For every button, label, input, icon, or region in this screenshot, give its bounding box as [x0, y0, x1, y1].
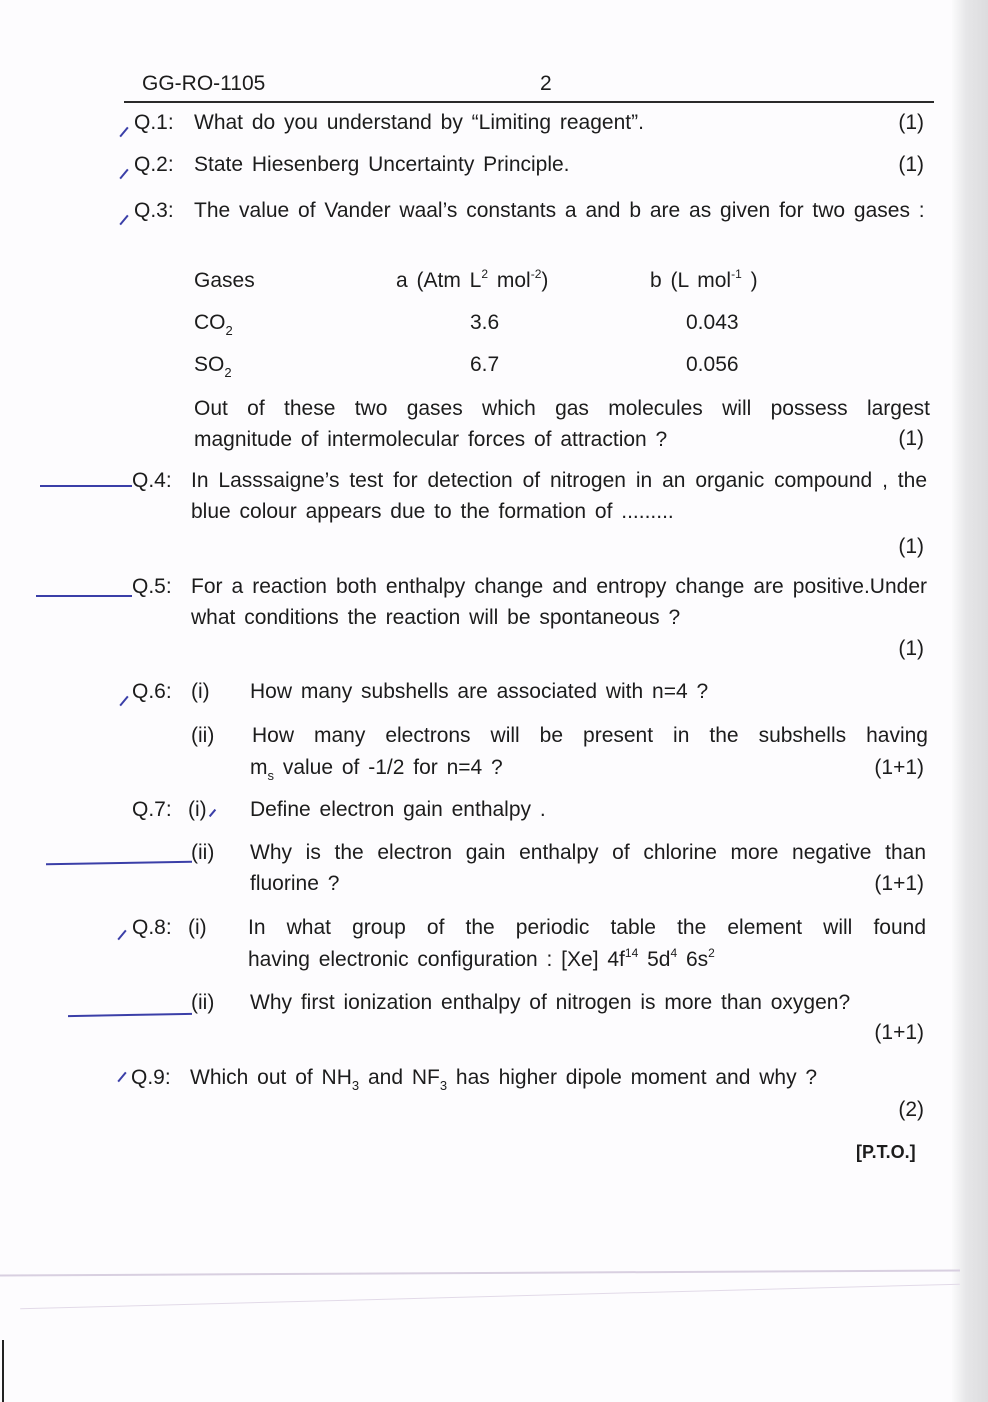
question-marks: (2): [898, 1098, 924, 1121]
header-rule: [124, 101, 934, 103]
question-8: [0, 912, 988, 1052]
part-text: Define electron gain enthalpy .: [250, 798, 546, 821]
question-number: Q.1:: [134, 111, 174, 134]
question-number: Q.9:: [131, 1066, 171, 1089]
page-number: 2: [540, 72, 552, 95]
pen-margin-line: [68, 1013, 192, 1017]
question-marks: (1): [898, 111, 924, 134]
question-number: Q.5:: [132, 575, 172, 598]
question-followup: Out of these two gases which gas molecules will possess largest magnitude of intermolecular forces of attraction ?: [194, 397, 930, 451]
pen-margin-line: [46, 861, 192, 866]
part-text: Why is the electron gain enthalpy of chlorine more negative than fluorine ?: [250, 841, 926, 895]
part-label: (ii): [191, 841, 215, 864]
question-text: In Lasssaigne’s test for detection of nitrogen in an organic compound , the blue colour appears due to the formation of .........: [191, 469, 927, 523]
question-3: [0, 195, 988, 465]
table-row-so2-b: 0.056: [686, 353, 739, 376]
table-row-so2-gas: $SO_2$: [194, 353, 232, 380]
question-number: Q.4:: [132, 469, 172, 492]
part-label: (i): [188, 798, 207, 821]
part-text: Why first ionization enthalpy of nitrogen is more than oxygen?: [250, 991, 851, 1014]
question-marks: (1): [898, 427, 924, 450]
question-number: Q.7:: [132, 798, 172, 821]
part-label: (ii): [191, 991, 215, 1014]
table-header-gases: Gases: [194, 269, 255, 292]
pen-tick-mark: [119, 169, 128, 179]
question-number: Q.2:: [134, 153, 174, 176]
question-marks: (1): [898, 637, 924, 660]
question-marks: (1): [898, 153, 924, 176]
question-marks: (1): [898, 535, 924, 558]
table-row-co2-b: 0.043: [686, 311, 739, 334]
question-text: The value of Vander waal’s constants a and b are as given for two gases :: [194, 199, 925, 222]
pen-margin-line: [40, 485, 132, 487]
question-text: What do you understand by “Limiting reagent”.: [194, 111, 644, 134]
question-text: For a reaction both enthalpy change and entropy change are positive.Under what conditions the reaction will be spontaneous ?: [191, 575, 927, 629]
pen-tick-mark: [119, 215, 128, 225]
pen-tick-mark: [119, 696, 128, 706]
table-header-a: a (Atm $L^2$ mol$^{-2}$): [396, 267, 549, 292]
question-marks: (1+1): [874, 872, 924, 895]
part-label: (i): [191, 680, 210, 703]
part-text: having electronic configuration : [Xe] $4f^{14}$ $5d^4$ $6s^2$: [248, 946, 715, 971]
pen-margin-line: [36, 595, 132, 597]
table-row-co2-a: 3.6: [470, 311, 500, 334]
part-text: How many subshells are associated with n=4 ?: [250, 680, 709, 703]
question-number: Q.6:: [132, 680, 172, 703]
vanderwaals-table: [0, 265, 988, 385]
part-text: How many electrons will be present in the subshells having: [252, 724, 928, 747]
question-9: [0, 1062, 988, 1132]
table-row-so2-a: 6.7: [470, 353, 500, 376]
part-label: (ii): [191, 724, 215, 747]
pen-tick-mark: [119, 127, 128, 137]
page-header: [142, 72, 932, 100]
please-turn-over: [P.T.O.]: [856, 1142, 916, 1162]
paper-code: GG-RO-1105: [142, 72, 266, 95]
question-marks: (1+1): [874, 1021, 924, 1044]
question-5: [0, 571, 988, 671]
part-text: In what group of the periodic table the element will found: [248, 916, 926, 939]
pen-tick-mark: [117, 1072, 126, 1082]
part-text: $m_s$ value of -1/2 for n=4 ?: [250, 756, 503, 783]
question-number: Q.8:: [132, 916, 172, 939]
table-header-b: b (L mol$^{-1}$ ): [650, 267, 758, 292]
question-text: State Hiesenberg Uncertainty Principle.: [194, 153, 570, 176]
question-2: [0, 149, 988, 181]
question-text: Which out of $NH_3$ and $NF_3$ has higher dipole moment and why ?: [190, 1066, 818, 1093]
pen-tick-mark: [117, 930, 126, 940]
question-7: [0, 794, 988, 904]
table-row-co2-gas: $CO_2$: [194, 311, 233, 338]
pen-tick-mark: [209, 809, 216, 817]
part-label: (i): [188, 916, 207, 939]
question-4: [0, 465, 988, 565]
question-1: [0, 107, 988, 139]
question-marks: (1+1): [874, 756, 924, 779]
question-6: [0, 676, 988, 786]
question-number: Q.3:: [134, 199, 174, 222]
